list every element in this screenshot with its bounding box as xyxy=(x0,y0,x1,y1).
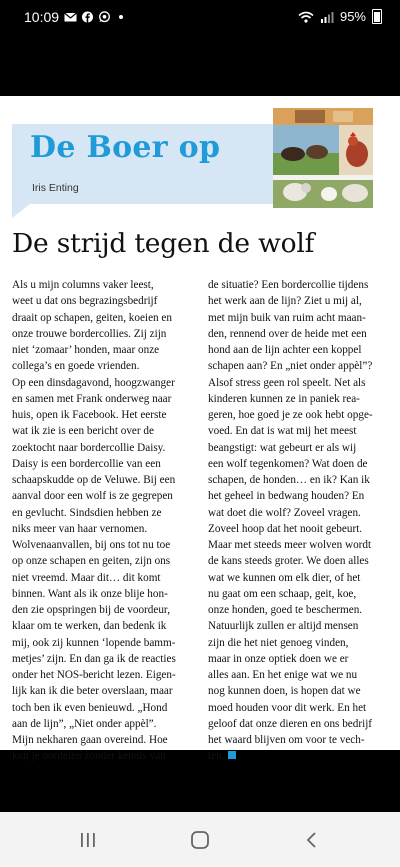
article-text-line: collega’s en goede vrienden. xyxy=(12,360,140,373)
article-text-line: het waard blijven om voor te vech- xyxy=(208,734,365,746)
article-text-line: huis, open ik Facebook. Het eerste xyxy=(12,409,167,421)
battery-icon xyxy=(372,9,382,24)
article-text-line: nu gaat om een schaap, geit, koe, xyxy=(208,587,357,600)
article-text-line: nog kunnen doen, is hopen dat we xyxy=(208,685,361,698)
article-text-line: schapen aan? En „niet onder appèl”? xyxy=(208,360,373,373)
article-text-line: weet u dat ons begrazingsbedrijf xyxy=(12,295,158,308)
back-chevron-icon xyxy=(304,831,320,849)
article-text-line: en samen met Frank onderweg naar xyxy=(12,392,172,405)
article-text-line: Als u mijn columns vaker leest, xyxy=(12,279,154,291)
wifi-icon xyxy=(298,11,314,23)
article-text-line: Op een dinsdagavond, hoogzwanger xyxy=(12,376,175,389)
article-text-line: hond aan de lijn achter een koppel xyxy=(208,344,362,356)
article-text-line: voed. En dat is wat mij het meest xyxy=(208,425,357,438)
more-notifications-dot xyxy=(119,15,123,19)
article-text-line: den, rennend over de heide met een xyxy=(208,327,367,340)
article-text-line: niet vreemd. Maar dit… dit komt xyxy=(12,571,161,584)
mail-icon xyxy=(64,11,77,23)
battery-percentage: 95% xyxy=(339,9,366,24)
article-text-line: Alsof stress geen rol speelt. Net als xyxy=(208,376,366,389)
article-text-line: wat we kunnen om elk dier, of het xyxy=(208,571,361,584)
whatsapp-icon xyxy=(98,11,111,23)
column-title: De Boer op xyxy=(30,130,221,165)
article-text-line: ten. xyxy=(208,748,394,764)
article-text-line: maar in onze optiek doen we er xyxy=(208,652,349,665)
article-text-line: zoektocht naar bordercollie Daisy. xyxy=(12,441,166,454)
article-text-line: moed houden voor dit werk. En het xyxy=(208,701,367,714)
status-time: 10:09 xyxy=(24,9,60,25)
article-text-line: mij, ook zij kunnen ‘lopende bamm- xyxy=(12,636,176,649)
article-text-line: geren, hoe goed je ze ook hebt opge- xyxy=(208,409,373,421)
article-text-line: niks meer van haar vernomen. xyxy=(12,522,148,535)
back-button[interactable] xyxy=(292,826,332,854)
navigation-bar xyxy=(0,812,400,867)
article-text-line: lijk kan ik die beter overslaan, maar xyxy=(12,685,173,698)
article-text-line: het geheel in bedwang houden? En xyxy=(208,490,365,503)
article-text-line: het werk aan de lijn? Ziet u mij al, xyxy=(208,295,362,308)
article-text-line: Natuurlijk zullen er altijd mensen xyxy=(208,620,359,633)
article-text-line: binnen. Want als ik onze blije hon- xyxy=(12,587,168,600)
signal-icon xyxy=(320,11,334,23)
farm-animals-photo xyxy=(273,108,373,208)
article-text-line: beangstigt: wat gebeurt er als wij xyxy=(208,441,357,454)
article-text-line: metjes’ zijn. En dan ga ik de reacties xyxy=(12,652,176,665)
article-headline: De strijd tegen de wolf xyxy=(12,228,315,259)
article-text-line: schapen, de honden… en ik? Kan ik xyxy=(208,474,370,486)
article-text-line: Mijn nekharen gaan overeind. Hoe xyxy=(12,734,168,746)
article-text-line: Daisy is een bordercollie van een xyxy=(12,457,161,470)
article-text-line: aanval door een wolf is ze gegrepen xyxy=(12,490,173,503)
article-text-line: den zie opspringen bij de voordeur, xyxy=(12,604,170,616)
article-text-line: wat ik zie is een bericht over de xyxy=(12,425,154,438)
recent-apps-button[interactable] xyxy=(68,826,108,854)
article-text-line: schaapskudde op de Veluwe. Bij een xyxy=(12,474,176,486)
article-text-line: onder het NOS-bericht lezen. Eigen- xyxy=(12,669,176,681)
author-name: Iris Enting xyxy=(32,182,79,194)
status-right xyxy=(298,9,382,24)
article-text-line: Wolvenaanvallen, bij ons tot nu toe xyxy=(12,539,171,551)
article-text-line: onze trouwe bordercollies. Zij zijn xyxy=(12,327,167,340)
article-text-line: draait op schapen, geiten, koeien en xyxy=(12,311,172,324)
article-text-line: op onze schapen en geiten, zijn ons xyxy=(12,555,171,568)
article-text-line: de situatie? Een bordercollie tijdens xyxy=(208,279,369,291)
home-button[interactable] xyxy=(180,826,220,854)
article-end-marker xyxy=(228,751,236,759)
article-text-line: en gevlucht. Sindsdien hebben ze xyxy=(12,506,162,519)
article-text-line: klaar om te werken, dan bedenk ik xyxy=(12,620,167,633)
article-text-line: met mijn buik van ruim acht maan- xyxy=(208,311,366,324)
recent-apps-icon xyxy=(79,831,97,849)
article-text-line: niet ‘zomaar’ honden, maar onze xyxy=(12,344,160,356)
facebook-icon xyxy=(81,11,94,23)
article-text-line: kun je oordelen zonder kennis van xyxy=(12,750,166,763)
banner-tail xyxy=(12,204,30,218)
article-body-left-column xyxy=(12,277,198,765)
article-text-line: wat doet die wolf? Zoveel vragen. xyxy=(208,506,361,519)
article-text-line: de kans steeds groter. We doen alles xyxy=(208,555,369,568)
article-text-line: een wolf tegenkomen? Wat doen de xyxy=(208,457,368,470)
article-text-line: kinderen kunnen ze in paniek rea- xyxy=(208,392,360,405)
article-text-line: aan de lijn”, „Niet onder appèl”. xyxy=(12,717,157,730)
article-text-line: alles aan. En het enige wat we nu xyxy=(208,669,358,681)
article-text-line: Maar met steeds meer wolven wordt xyxy=(208,539,372,551)
article-body-right-column xyxy=(208,277,394,765)
status-bar xyxy=(0,0,400,36)
article-text-line: geloof dat onze dieren en ons bedrijf xyxy=(208,717,373,730)
article-text-line: toch ben ik even benieuwd. „Hond xyxy=(12,701,168,714)
article-text-line: onze honden, goed te beschermen. xyxy=(208,604,363,616)
notification-icons xyxy=(64,11,123,23)
article-text-line: zijn die het niet genoeg vinden, xyxy=(208,636,349,649)
article-text-line: Zoveel hoop dat het nooit gebeurt. xyxy=(208,522,363,535)
article-page xyxy=(0,96,400,763)
home-icon xyxy=(190,830,210,850)
